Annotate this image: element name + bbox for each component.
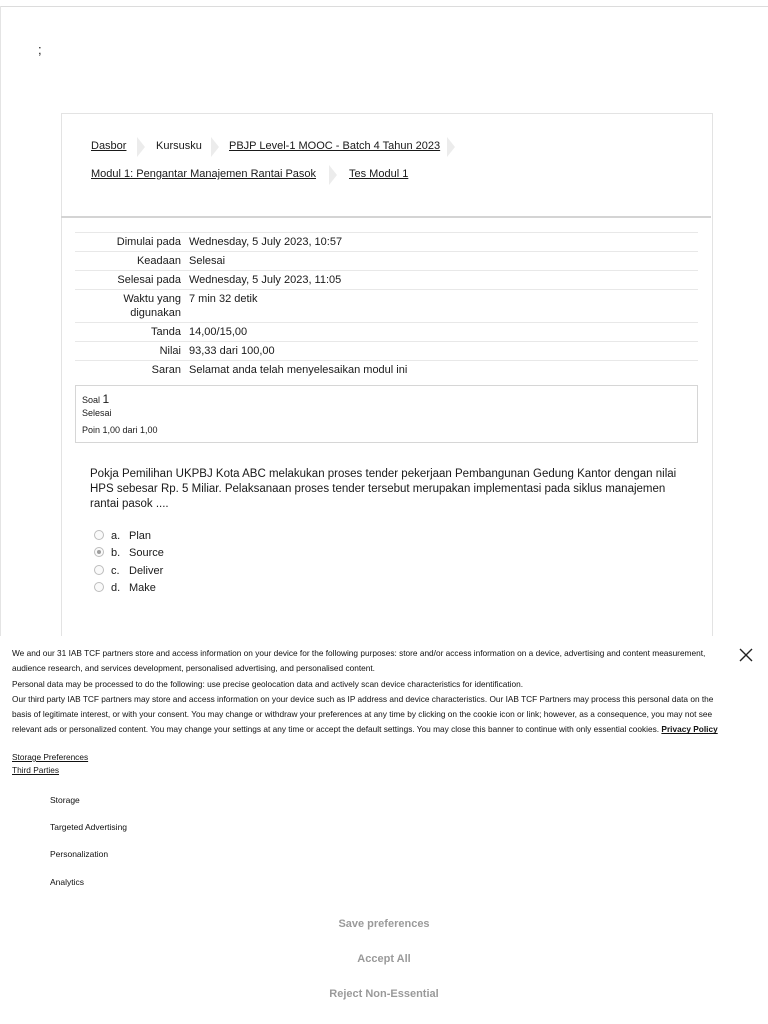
- stray-text: ;: [38, 42, 42, 57]
- table-row: [75, 342, 698, 361]
- attempt-summary-table: [75, 232, 698, 379]
- breadcrumb-module[interactable]: Modul 1: Pengantar Manajemen Rantai Pasok: [91, 168, 317, 180]
- question-info-box: [75, 385, 698, 443]
- table-row: [75, 323, 698, 342]
- pref-analytics[interactable]: Analytics: [50, 877, 85, 887]
- cookie-paragraph: We and our 31 IAB TCF partners store and access information on your device for the following purposes: store and/or access information on a device, advertising and content measurement, audience research, and services development, personalised advertising, and personalised content.: [12, 648, 706, 674]
- breadcrumb-dasbor[interactable]: Dasbor: [91, 140, 127, 152]
- summary-value: 7 min 32 detik: [185, 290, 698, 323]
- question-number: Soal 1: [82, 392, 110, 406]
- summary-label: Keadaan: [75, 252, 185, 271]
- breadcrumb: [61, 113, 711, 218]
- pref-targeted-advertising[interactable]: Targeted Advertising: [50, 822, 128, 832]
- answer-option-d[interactable]: d. Make: [94, 581, 156, 595]
- privacy-policy-link[interactable]: Privacy Policy: [661, 724, 718, 735]
- question-text: Pokja Pemilihan UKPBJ Kota ABC melakukan proses tender pekerjaan Pembangunan Gedung Kantor dengan nilai HPS sebesar Rp. 5 Miliar. Pelaksanaan proses tender tersebut merupakan implementasi pada siklus manajemen rantai pasok ....: [90, 468, 677, 510]
- breadcrumb-separator: [137, 137, 145, 157]
- left-divider: [0, 6, 1, 636]
- breadcrumb-kursusku[interactable]: Kursusku: [156, 140, 202, 152]
- storage-preferences-link[interactable]: Storage Preferences: [12, 752, 89, 762]
- answer-option-c[interactable]: c. Deliver: [94, 564, 163, 578]
- radio-button-selected[interactable]: [94, 547, 104, 557]
- summary-label: Saran: [75, 361, 185, 380]
- pref-personalization[interactable]: Personalization: [50, 849, 109, 859]
- question-points: Poin 1,00 dari 1,00: [82, 425, 158, 435]
- close-icon[interactable]: [737, 646, 755, 664]
- table-row: [75, 252, 698, 271]
- table-row: [75, 271, 698, 290]
- reject-non-essential-button[interactable]: Reject Non-Essential: [329, 988, 439, 1000]
- summary-value: Wednesday, 5 July 2023, 10:57: [185, 233, 698, 252]
- summary-label: Nilai: [75, 342, 185, 361]
- table-row: [75, 290, 698, 323]
- breadcrumb-separator: [447, 137, 455, 157]
- radio-button[interactable]: [94, 565, 104, 575]
- table-row: [75, 361, 698, 380]
- question-status: Selesai: [82, 408, 112, 418]
- summary-label: Dimulai pada: [75, 233, 185, 252]
- summary-value: Selesai: [185, 252, 698, 271]
- cookie-paragraph: Personal data may be processed to do the following: use precise geolocation data and actively scan device characteristics for identification.: [12, 678, 524, 689]
- answer-option-b[interactable]: b. Source: [94, 546, 164, 560]
- breadcrumb-separator: [211, 137, 219, 157]
- breadcrumb-course[interactable]: PBJP Level-1 MOOC - Batch 4 Tahun 2023: [229, 140, 441, 152]
- cookie-banner-text: [12, 646, 724, 738]
- breadcrumb-separator: [329, 165, 337, 185]
- accept-all-button[interactable]: Accept All: [357, 953, 411, 965]
- cookie-paragraph: Our third party IAB TCF partners may store and access information on your device such as IP address and device characteristics. Our IAB TCF Partners may process this personal data on the basis of legitimate interest, or with your consent. You may change or withdraw your preferences at any time by clicking on the cookie icon or link; however, as a consequence, you may not see relevant ads or personalized content. You may change your settings at any time or accept the default settings. You may close this banner to continue with only essential cookies. Privacy Policy: [12, 693, 718, 735]
- radio-button[interactable]: [94, 582, 104, 592]
- summary-value: 93,33 dari 100,00: [185, 342, 698, 361]
- summary-label: Waktu yang digunakan: [75, 290, 185, 323]
- summary-value: Wednesday, 5 July 2023, 11:05: [185, 271, 698, 290]
- table-row: [75, 233, 698, 252]
- answer-option-a[interactable]: a. Plan: [94, 529, 151, 543]
- save-preferences-button[interactable]: Save preferences: [338, 918, 430, 930]
- summary-value: 14,00/15,00: [185, 323, 698, 342]
- third-parties-link[interactable]: Third Parties: [12, 765, 60, 775]
- pref-storage[interactable]: Storage: [50, 795, 80, 805]
- summary-label: Selesai pada: [75, 271, 185, 290]
- breadcrumb-test[interactable]: Tes Modul 1: [349, 168, 409, 180]
- radio-button[interactable]: [94, 530, 104, 540]
- top-divider: [0, 6, 768, 7]
- summary-value: Selamat anda telah menyelesaikan modul ini: [185, 361, 698, 380]
- summary-label: Tanda: [75, 323, 185, 342]
